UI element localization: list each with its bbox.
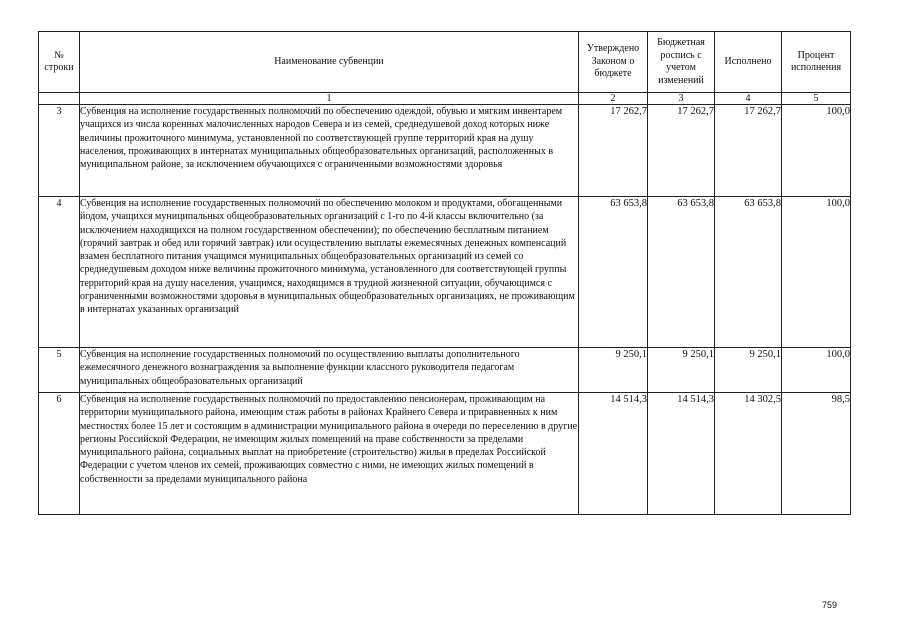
header-row <box>39 32 851 93</box>
budget-value: 14 514,3 <box>648 393 715 515</box>
row-number: 5 <box>39 348 80 393</box>
column-number: 2 <box>579 93 648 105</box>
header-approved: Утверждено Законом о бюджете <box>579 32 648 93</box>
executed-value: 17 262,7 <box>715 105 782 197</box>
subvention-name: Субвенция на исполнение государственных полномочий по предоставлению пенсионерам, проживающим на территории муниципального района, имеющим стаж работы в районах Крайнего Севера и приравненных к ним местностях более 15 лет и состоящим в администрации муниципального района в очереди по переселению в другие регионы Российской Федерации, не имеющим жилых помещений на праве собственности за пределами муниципального района, социальных выплат на приобретение (строительство) жилья в пределах Российской Федерации с учетом членов их семей, проживающих совместно с ними, не имеющих жилых помещений в собственности за пределами муниципального района <box>80 393 579 515</box>
column-number: 4 <box>715 93 782 105</box>
percent-value: 100,0 <box>782 348 851 393</box>
row-number: 3 <box>39 105 80 197</box>
column-number: 5 <box>782 93 851 105</box>
header-row-number: № строки <box>39 32 80 93</box>
approved-value: 63 653,8 <box>579 197 648 348</box>
column-number-row <box>39 93 851 105</box>
table-row <box>39 393 851 515</box>
executed-value: 9 250,1 <box>715 348 782 393</box>
page-number: 759 <box>822 600 838 610</box>
executed-value: 63 653,8 <box>715 197 782 348</box>
budget-value: 63 653,8 <box>648 197 715 348</box>
subvention-name: Субвенция на исполнение государственных полномочий по осуществлению выплаты дополнительного ежемесячного денежного вознаграждения за выполнение функции классного руководителя педагогам муниципальных общеобразовательных организаций <box>80 348 579 393</box>
column-number-empty <box>39 93 80 105</box>
percent-value: 98,5 <box>782 393 851 515</box>
subvention-name: Субвенция на исполнение государственных полномочий по обеспечению молоком и продуктами, обогащенными йодом, учащихся муниципальных общеобразовательных организаций с 1-го по 4-й классы включительно (за исключением находящихся на полном государственном обеспечении); по обеспечению бесплатным питанием (горячий завтрак и обед или горячий завтрак) или осуществлению выплаты ежемесячных денежных компенсаций взамен бесплатного питания учащимся муниципальных общеобразовательных организаций из семей со среднедушевым доходом ниже величины прожиточного минимума, установленного для соответствующей группы территорий края на душу населения, учащимся, находящимся в трудной жизненной ситуации, обучающимся с ограниченными возможностями здоровья в муниципальных общеобразовательных организациях, не проживающим в интернатах указанных организаций <box>80 197 579 348</box>
row-number: 6 <box>39 393 80 515</box>
budget-value: 17 262,7 <box>648 105 715 197</box>
header-subvention-name: Наименование субвенции <box>80 32 579 93</box>
executed-value: 14 302,5 <box>715 393 782 515</box>
column-number: 1 <box>80 93 579 105</box>
approved-value: 17 262,7 <box>579 105 648 197</box>
percent-value: 100,0 <box>782 105 851 197</box>
column-number: 3 <box>648 93 715 105</box>
table-row <box>39 105 851 197</box>
approved-value: 14 514,3 <box>579 393 648 515</box>
header-percent: Процент исполнения <box>782 32 851 93</box>
percent-value: 100,0 <box>782 197 851 348</box>
header-budget-list: Бюджетная роспись с учетом изменений <box>648 32 715 93</box>
budget-value: 9 250,1 <box>648 348 715 393</box>
header-executed: Исполнено <box>715 32 782 93</box>
row-number: 4 <box>39 197 80 348</box>
table-row <box>39 197 851 348</box>
subvention-name: Субвенция на исполнение государственных полномочий по обеспечению одеждой, обувью и мягким инвентарем учащихся из числа коренных малочисленных народов Севера и из семей, среднедушевой доход которых ниже величины прожиточного минимума, установленной по соответствующей группе территорий края на душу населения, проживающих в интернатах муниципальных общеобразовательных организаций, расположенных в муниципальном районе, за исключением обучающихся с ограниченными возможностями здоровья <box>80 105 579 197</box>
approved-value: 9 250,1 <box>579 348 648 393</box>
table-row <box>39 348 851 393</box>
subvention-table <box>38 31 851 515</box>
